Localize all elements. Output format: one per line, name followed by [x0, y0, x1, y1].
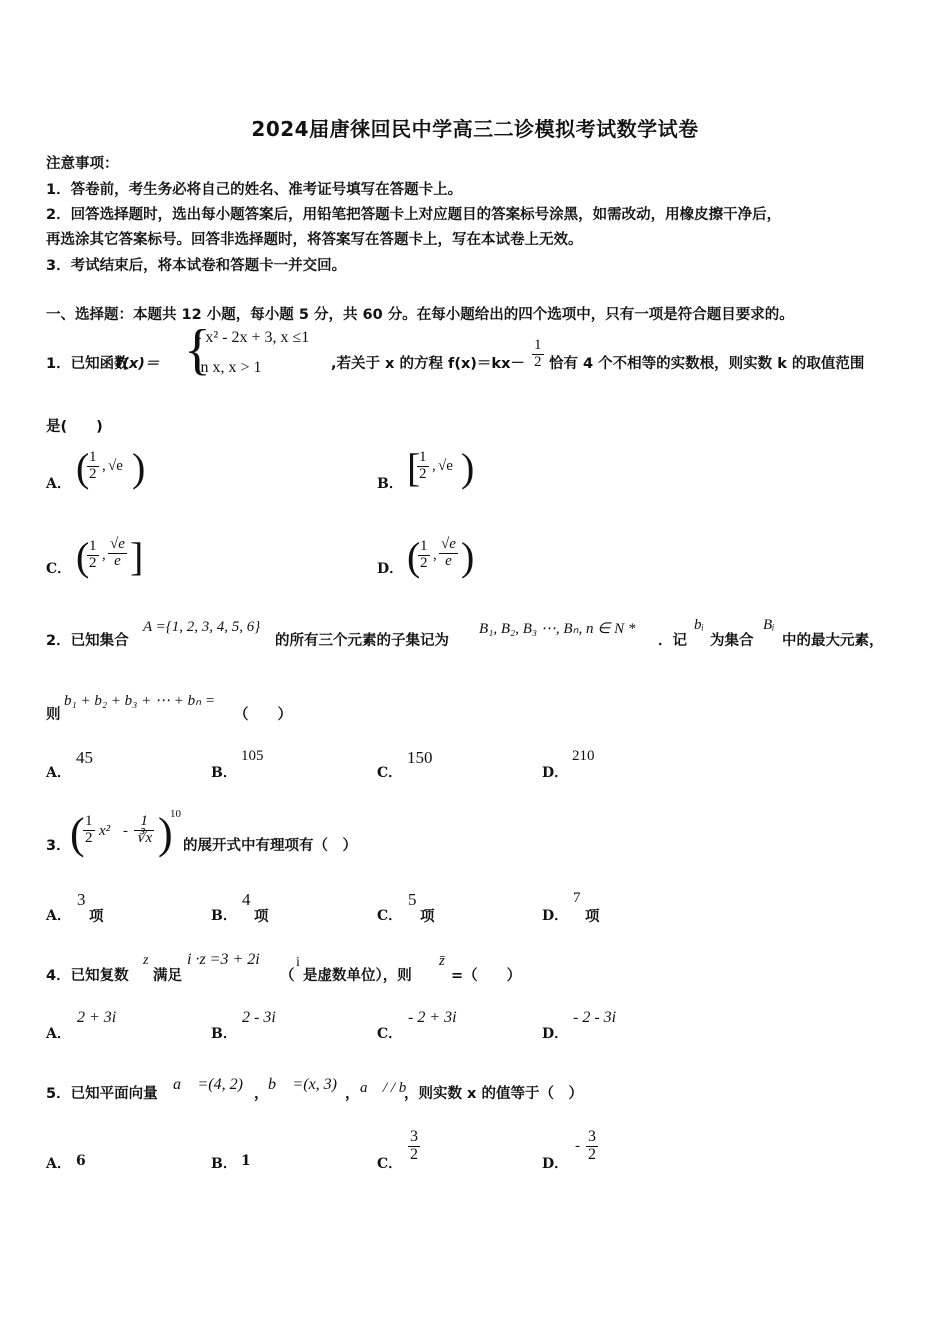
q4-i: i — [296, 955, 300, 970]
option-fraction: $\frac{3}{2}$ — [588, 1128, 596, 1163]
q2-sum: b₁ + b₂ + b₃ + ⋯ + bₙ = — [64, 693, 215, 709]
q2-line2-pre: 则 — [46, 707, 61, 723]
q4-mid3: 是虚数单位），则 — [303, 968, 412, 984]
q3-fraction-2: $\frac{1}{∛x}$ — [136, 813, 153, 846]
q2-tail: 中的最大元素， — [782, 633, 884, 649]
left-paren: ( — [407, 534, 421, 579]
option-label: A． — [46, 476, 71, 492]
option-value: 6 — [76, 1153, 86, 1169]
q4-option-a[interactable] — [46, 1008, 206, 1042]
q1-fx: f(x)＝ — [116, 356, 160, 372]
option-unit: 项 — [89, 909, 104, 925]
q2-option-c[interactable] — [377, 748, 537, 782]
page-title: 2024届唐徕回民中学高三二诊模拟考试数学试卷 — [251, 117, 699, 141]
q5-tail: ，则实数 x 的值等于（ ） — [404, 1086, 583, 1102]
option-label: D． — [542, 1156, 569, 1172]
q3-option-a[interactable] — [46, 890, 206, 924]
option-sign: - — [575, 1138, 580, 1154]
option-value: 2 - 3i — [242, 1009, 276, 1026]
option-fraction: $\frac{3}{2}$ — [410, 1128, 418, 1163]
option-label: C． — [46, 561, 72, 577]
question-2 — [46, 616, 906, 656]
option-label: C． — [377, 908, 403, 924]
option-label: D． — [542, 765, 569, 781]
q5-vector-b: b⃗ =(x, 3) — [268, 1076, 337, 1093]
fraction: $\frac{1}{2}$ — [419, 449, 427, 482]
right-paren: ) — [461, 534, 475, 579]
option-value: 45 — [76, 748, 93, 767]
q5-option-b[interactable] — [211, 1126, 371, 1176]
q2-subsets: B₁, B₂, B₃ ⋯, Bₙ, n ∈ N * — [479, 621, 636, 637]
q1-tail-2: 是( ) — [46, 419, 103, 435]
q5-parallel: a⃗ / / b⃗ — [360, 1080, 418, 1096]
q2-mid: 的所有三个元素的子集记为 — [275, 633, 449, 649]
q3-option-b[interactable] — [211, 890, 371, 924]
notice-item-3: 3．考试结束后，将本试卷和答题卡一并交回。 — [46, 258, 347, 274]
notice-item-2-cont: 再选涂其它答案标号。回答非选择题时，将答案写在答题卡上，写在本试卷上无效。 — [46, 232, 583, 248]
fraction: $\frac{1}{2}$ — [89, 538, 97, 571]
question-3 — [46, 808, 546, 864]
option-label: A． — [46, 1026, 71, 1042]
comma: , — [433, 547, 437, 563]
q2-mid3: 为集合 — [710, 633, 754, 649]
right-paren: ) — [158, 809, 173, 858]
q1-option-c[interactable] — [46, 533, 346, 589]
right-bracket: ] — [130, 534, 144, 579]
q2-line2-post: （ ） — [234, 707, 292, 723]
q2-option-a[interactable] — [46, 748, 206, 782]
q4-mid: 满足 — [153, 968, 182, 984]
option-value: 105 — [241, 748, 264, 764]
q1-mid: ,若关于 x 的方程 f(x)＝kx－ — [331, 356, 525, 372]
fraction: $\frac{1}{2}$ — [89, 449, 97, 482]
option-value: - 2 + 3i — [408, 1009, 457, 1026]
q2-Bi: Bᵢ — [763, 617, 775, 633]
q2-mid2: ．记 — [658, 633, 687, 649]
q4-equation: i ·z =3 + 2i — [187, 951, 260, 968]
fraction-sqrt-e: $\frac{√e}{e}$ — [110, 536, 125, 569]
right-paren: ) — [132, 445, 146, 490]
fraction-sqrt-e: $\frac{√e}{e}$ — [441, 536, 456, 569]
q3-label: 3． — [46, 838, 71, 854]
q3-x-squared: x² — [99, 823, 111, 839]
option-label: B． — [211, 1026, 237, 1042]
option-unit: 项 — [254, 909, 269, 925]
option-label: C． — [377, 1026, 403, 1042]
option-value: 2 + 3i — [77, 1009, 117, 1026]
fraction: $\frac{1}{2}$ — [420, 538, 428, 571]
q5-option-d[interactable] — [542, 1126, 702, 1176]
option-value: 3 — [77, 890, 86, 909]
q4-mid2: （ — [280, 968, 295, 984]
q2-bi: bᵢ — [694, 617, 704, 633]
option-label: A． — [46, 908, 71, 924]
q5-sep: ， — [254, 1086, 269, 1102]
option-value: 210 — [572, 748, 595, 764]
option-label: C． — [377, 1156, 403, 1172]
option-label: B． — [211, 908, 237, 924]
q5-sep2: ， — [345, 1086, 360, 1102]
q2-line-2 — [46, 688, 446, 722]
option-unit: 项 — [420, 909, 435, 925]
notice-item-2: 2．回答选择题时，选出每小题答案后，用铅笔把答题卡上对应题目的答案标号涂黑，如需改动，用橡皮擦干净后， — [46, 207, 782, 223]
comma: , — [432, 458, 436, 474]
option-value: 1 — [241, 1153, 251, 1169]
sqrt-e: √e — [108, 458, 123, 474]
option-label: B． — [377, 476, 403, 492]
comma: , — [102, 547, 106, 563]
q2-option-d[interactable] — [542, 748, 702, 782]
question-4 — [46, 950, 566, 984]
q5-label: 5．已知平面向量 — [46, 1086, 158, 1102]
q1-brace: { — [184, 319, 211, 381]
q1-fraction: $\frac{1}{2}$ — [534, 337, 542, 370]
q2-option-b[interactable] — [211, 748, 371, 782]
sqrt-e: √e — [438, 458, 453, 474]
right-paren: ) — [461, 445, 475, 490]
q4-option-c[interactable] — [377, 1008, 537, 1042]
option-value: 5 — [408, 890, 417, 909]
left-bracket: [ — [407, 445, 421, 490]
q1-case-1: - x² - 2x + 3, x ≤1 — [196, 329, 310, 346]
q3-minus: - — [123, 823, 128, 839]
option-label: D． — [542, 1026, 569, 1042]
q1-case-2: ln x, x > 1 — [196, 359, 262, 376]
q3-option-c[interactable] — [377, 890, 537, 924]
comma: , — [102, 458, 106, 474]
section-heading: 一、选择题：本题共 12 小题，每小题 5 分，共 60 分。在每小题给出的四个选项中，只有一项是符合题目要求的。 — [46, 307, 794, 323]
q4-option-d[interactable] — [542, 1008, 702, 1042]
option-label: A． — [46, 765, 71, 781]
left-paren: ( — [76, 445, 90, 490]
q5-option-c[interactable] — [377, 1126, 537, 1176]
option-value: 4 — [242, 890, 251, 909]
q4-tail: =（ ） — [451, 968, 522, 984]
q1-label: 1．已知函数 — [46, 356, 129, 372]
q4-label: 4．已知复数 — [46, 968, 129, 984]
q3-fraction-1: $\frac{1}{2}$ — [85, 813, 93, 846]
left-paren: ( — [70, 809, 85, 858]
q2-label: 2．已知集合 — [46, 633, 129, 649]
q2-set: A ={1, 2, 3, 4, 5, 6} — [143, 619, 261, 635]
notice-heading: 注意事项： — [46, 156, 119, 172]
q1-option-a[interactable] — [46, 445, 346, 498]
q1-option-d[interactable] — [377, 533, 677, 589]
q4-option-b[interactable] — [211, 1008, 371, 1042]
q5-option-a[interactable] — [46, 1126, 206, 1176]
option-value: 150 — [407, 748, 433, 767]
q5-vector-a: a⃗ =(4, 2) — [173, 1076, 243, 1093]
q4-z-conjugate: z̄ — [439, 953, 445, 969]
option-value: 7 — [573, 890, 581, 906]
option-label: D． — [377, 561, 404, 577]
q3-option-d[interactable] — [542, 890, 702, 924]
option-label: B． — [211, 765, 237, 781]
q3-tail: 的展开式中有理项有（ ） — [183, 838, 357, 854]
option-unit: 项 — [585, 909, 600, 925]
option-label: D． — [542, 908, 569, 924]
q3-exponent: 10 — [170, 808, 181, 820]
option-label: C． — [377, 765, 403, 781]
question-5 — [46, 1070, 646, 1106]
option-label: A． — [46, 1156, 71, 1172]
q1-tail: 恰有 4 个不相等的实数根，则实数 k 的取值范围 — [549, 356, 865, 372]
left-paren: ( — [76, 534, 90, 579]
q1-option-b[interactable] — [377, 445, 677, 498]
q4-z: z — [143, 953, 149, 968]
option-label: B． — [211, 1156, 237, 1172]
option-value: - 2 - 3i — [573, 1009, 617, 1026]
notice-item-1: 1．答卷前，考生务必将自己的姓名、准考证号填写在答题卡上。 — [46, 182, 463, 198]
